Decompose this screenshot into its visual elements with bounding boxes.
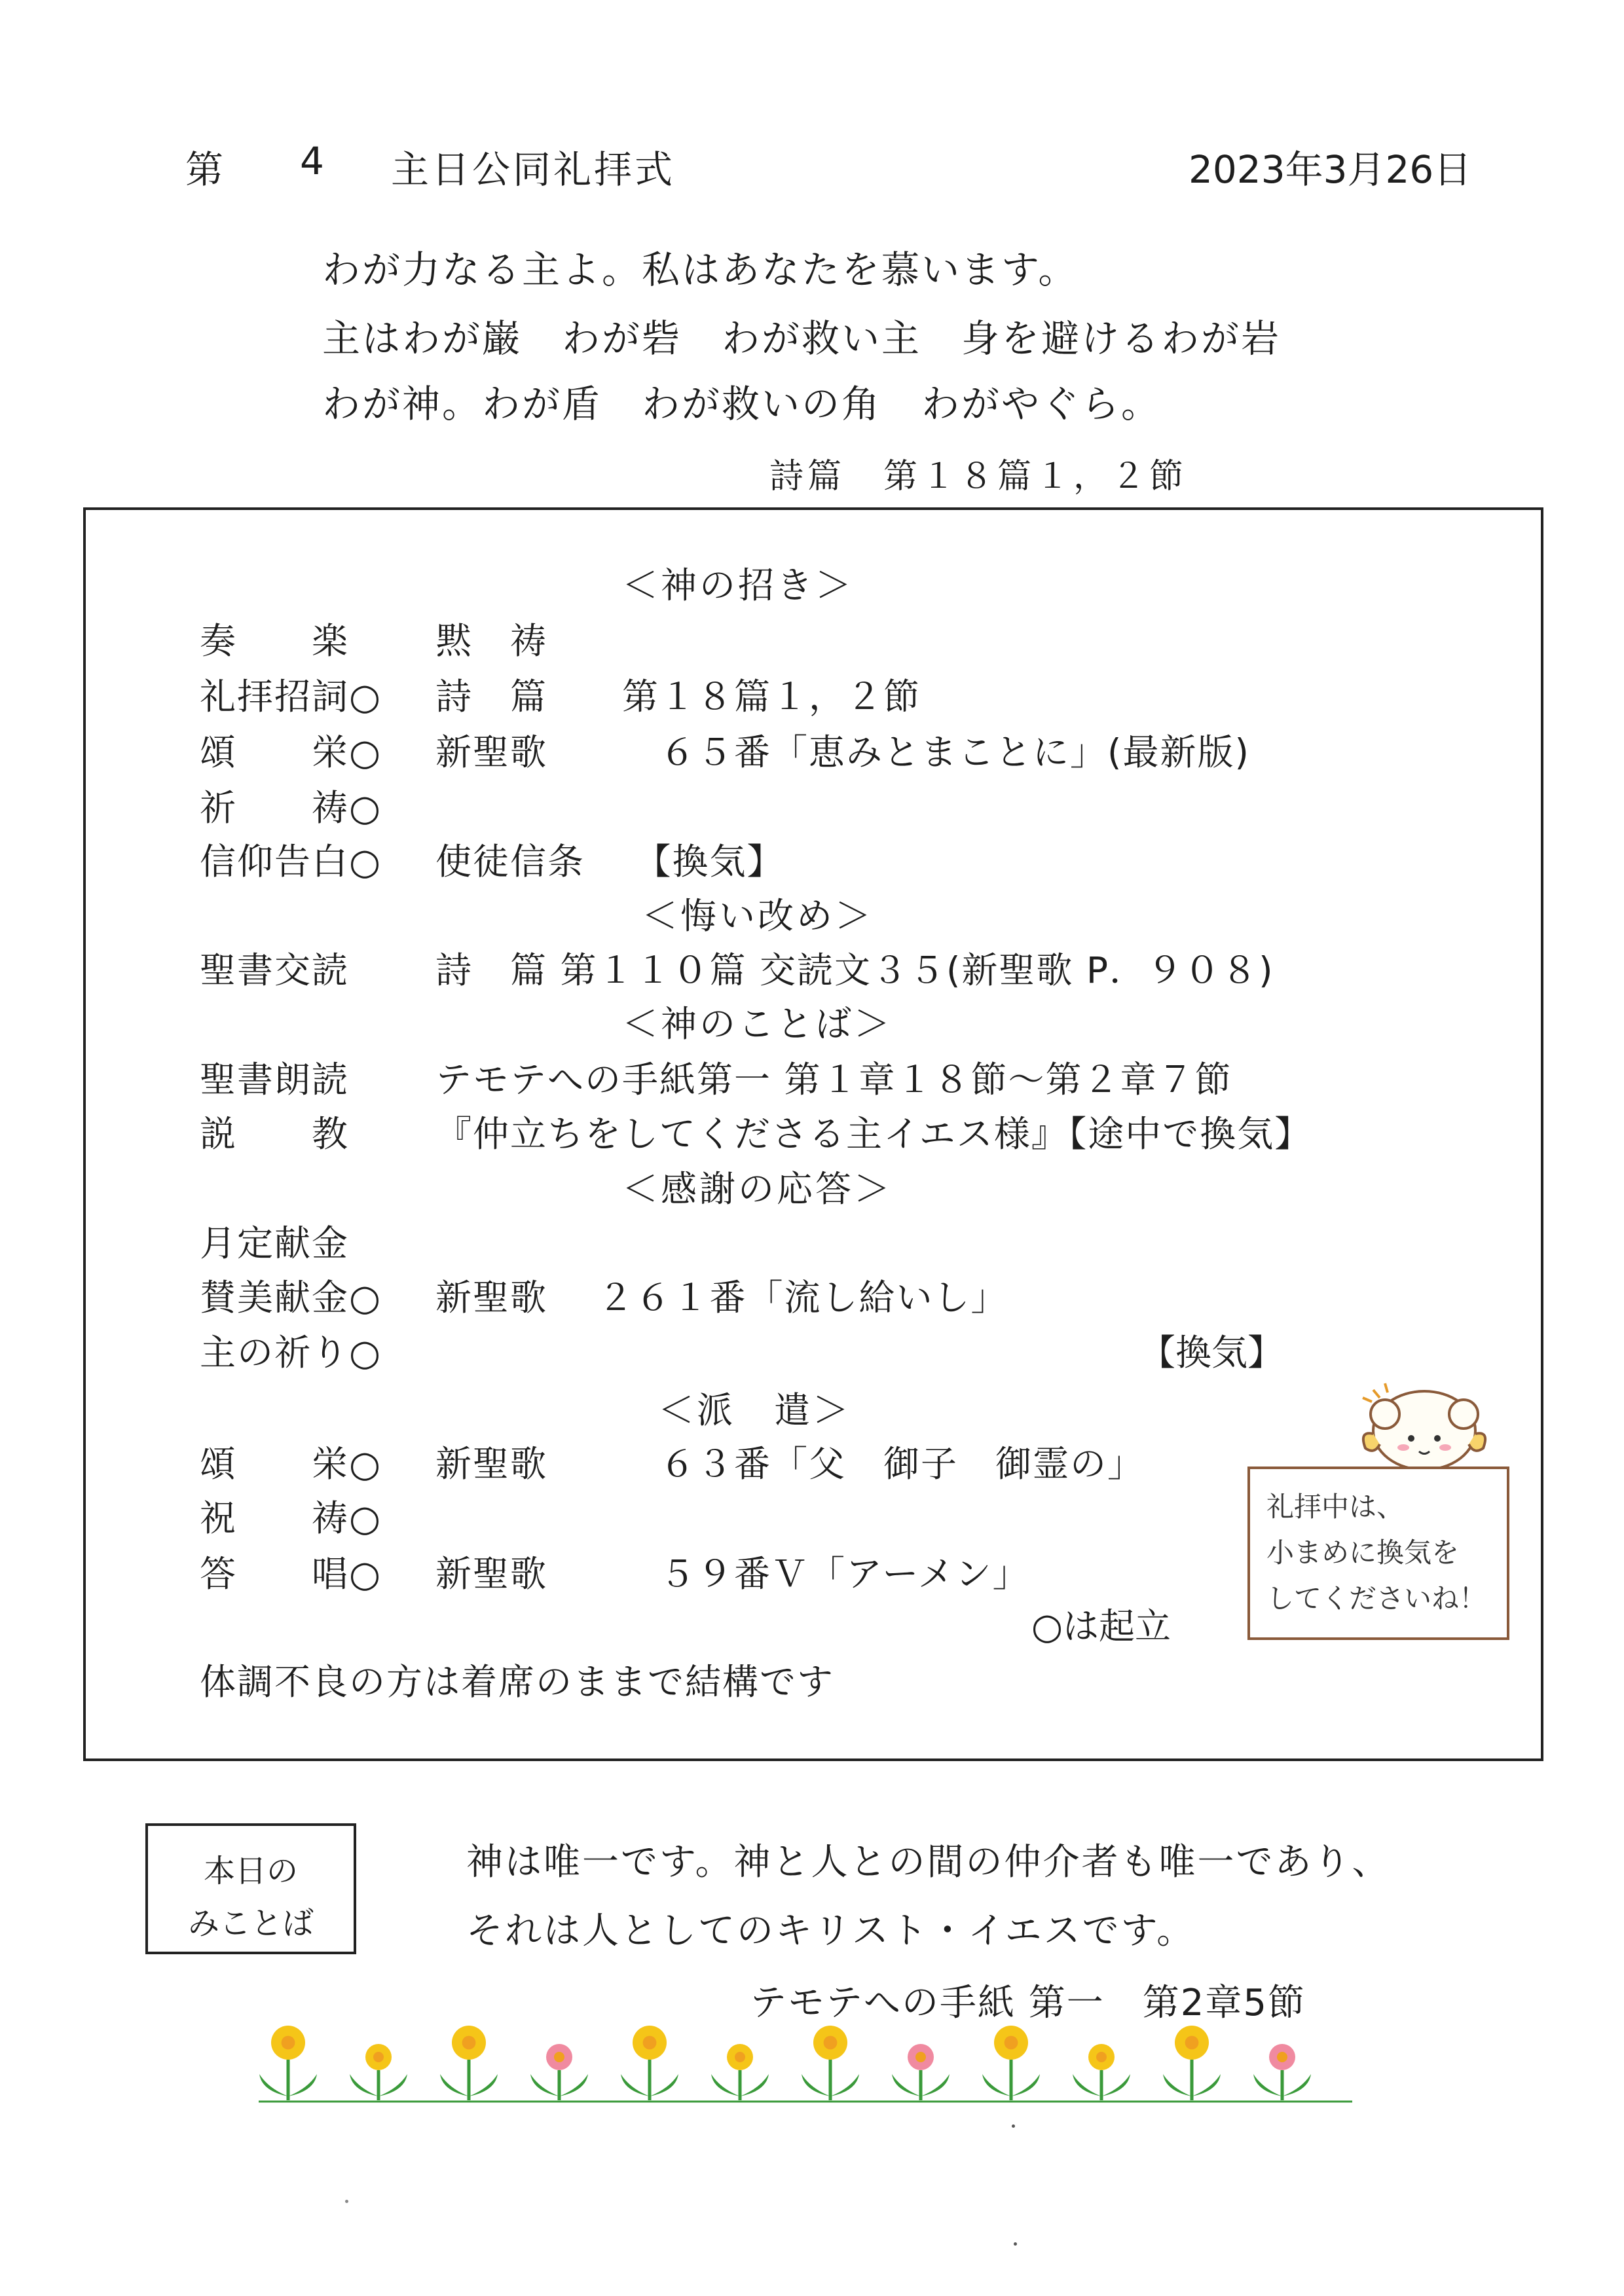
- section-heading: ＜悔い改め＞: [642, 895, 874, 937]
- order-item-label: 説 教: [200, 1113, 350, 1155]
- callout-line: 小まめに換気を: [1266, 1537, 1460, 1569]
- order-item-label: 聖書交読: [200, 949, 350, 991]
- todays-word-label-box: [145, 1823, 356, 1954]
- service-title: 主日公同礼拝式: [391, 147, 676, 192]
- order-item-content: 詩 篇 第１８篇１，２節: [435, 676, 921, 718]
- standing-note: ○は起立: [1031, 1605, 1171, 1647]
- todays-word-reference: テモテへの手紙 第一 第2章5節: [750, 1982, 1306, 2024]
- section-heading: ＜感謝の応答＞: [622, 1168, 893, 1210]
- section-heading: ＜派 遣＞: [658, 1389, 852, 1431]
- service-date: 2023年3月26日: [1189, 147, 1472, 192]
- flower-icon: [440, 2026, 498, 2100]
- header-dai: 第: [185, 147, 224, 192]
- callout-line: してくださいね！: [1266, 1582, 1487, 1614]
- order-item-content: テモテへの手紙第一 第１章１８節～第２章７節: [435, 1059, 1232, 1101]
- flower-icon: [259, 2026, 317, 2100]
- flower-icon: [1163, 2026, 1221, 2100]
- sermon-title: 『仲立ちをしてくださる主イエス様』【途中で換気】: [435, 1113, 1312, 1155]
- order-item-label: 奏 楽: [200, 620, 350, 662]
- flower-icon: [530, 2044, 588, 2100]
- sheep-icon: [1359, 1378, 1490, 1476]
- order-item-label: 月定献金: [200, 1222, 350, 1264]
- ventilation-note: 【換気】: [1139, 1332, 1284, 1374]
- order-item-label: 礼拝招詞○: [200, 676, 382, 718]
- todays-word-label: みことば: [187, 1905, 314, 1942]
- flower-icon: [1073, 2044, 1130, 2100]
- order-item-label: 聖書朗読: [200, 1059, 350, 1101]
- flower-icon: [892, 2044, 950, 2100]
- order-item-content: 黙 祷: [435, 620, 548, 662]
- section-heading: ＜神の招き＞: [622, 564, 855, 606]
- callout-line: 礼拝中は、: [1266, 1491, 1405, 1523]
- order-item-content: 新聖歌 ５９番Ｖ「アーメン」: [435, 1553, 1030, 1595]
- order-item-label: 頌 栄○: [200, 731, 382, 773]
- flower-icon: [802, 2026, 859, 2100]
- order-item-label: 賛美献金○: [200, 1277, 382, 1319]
- order-item-content: 新聖歌 ２６１番「流し給いし」: [435, 1277, 1008, 1319]
- speck: [345, 2200, 348, 2203]
- order-item-content: 詩 篇 第１１０篇 交読文３５(新聖歌 P．９０８): [435, 949, 1274, 991]
- opening-verse-line: 主はわが巌 わが砦 わが救い主 身を避けるわが岩: [322, 316, 1282, 361]
- flower-icon: [350, 2044, 407, 2100]
- service-number: 4: [300, 139, 324, 183]
- opening-verse-line: わが神。わが盾 わが救いの角 わがやぐら。: [322, 382, 1162, 426]
- order-item-label: 答 唱○: [200, 1553, 382, 1595]
- health-note: 体調不良の方は着席のままで結構です: [200, 1661, 835, 1703]
- order-item-label: 祈 祷○: [200, 787, 382, 829]
- ventilation-callout: [1247, 1467, 1509, 1640]
- order-item-label: 祝 祷○: [200, 1497, 382, 1539]
- todays-word-text: 神は唯一です。神と人との間の仲介者も唯一であり、: [466, 1841, 1391, 1884]
- flower-border-illustration: [259, 2016, 1352, 2108]
- flower-icon: [711, 2044, 769, 2100]
- section-heading: ＜神のことば＞: [622, 1003, 893, 1045]
- order-item-label: 主の祈り○: [200, 1332, 382, 1374]
- order-item-content: 新聖歌 ６３番「父 御子 御霊の」: [435, 1443, 1145, 1485]
- order-item-content: 新聖歌 ６５番「恵みとまことに」(最新版): [435, 731, 1250, 773]
- opening-verse-reference: 詩篇 第１８篇１，２節: [769, 457, 1188, 496]
- todays-word-label: 本日の: [203, 1853, 298, 1889]
- flower-icon: [1253, 2044, 1311, 2100]
- flower-icon: [621, 2026, 678, 2100]
- speck: [1012, 2124, 1015, 2128]
- speck: [1014, 2242, 1017, 2246]
- order-item-label: 頌 栄○: [200, 1443, 382, 1485]
- todays-word-text: それは人としてのキリスト・イエスです。: [466, 1910, 1196, 1952]
- opening-verse-line: わが力なる主よ。私はあなたを慕います。: [322, 247, 1079, 292]
- flower-icon: [982, 2026, 1040, 2100]
- order-item-content: 使徒信条 【換気】: [435, 841, 784, 883]
- order-item-label: 信仰告白○: [200, 841, 382, 883]
